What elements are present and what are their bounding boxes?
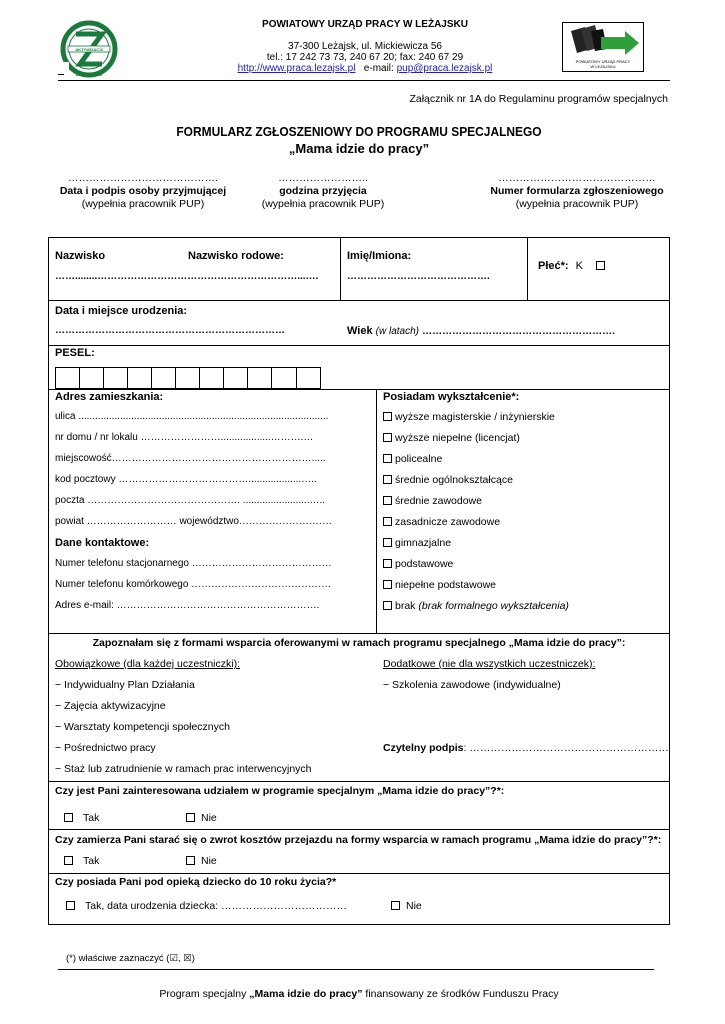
pesel-boxes[interactable] xyxy=(55,367,321,389)
education-option-label: podstawowe xyxy=(395,558,454,570)
sig2-label: godzina przyjęcia xyxy=(279,185,367,197)
checkbox-icon[interactable] xyxy=(383,475,392,484)
question-3: Czy posiada Pani pod opieką dziecko do 10 roku życia?* xyxy=(55,876,337,888)
pup-logo-icon xyxy=(563,23,643,59)
district-field[interactable]: powiat ……………………… województwo………………………. xyxy=(55,516,332,527)
office-contact xyxy=(180,63,550,74)
education-option-label: zasadnicze zawodowe xyxy=(395,516,501,528)
q3-no-label: Nie xyxy=(406,900,422,912)
line-after-birth xyxy=(48,345,670,346)
education-option-label: średnie ogólnokształcące xyxy=(395,474,513,486)
age-note: (w latach) xyxy=(375,326,419,337)
checkbox-icon[interactable] xyxy=(383,538,392,547)
postal-field[interactable]: kod pocztowy …………………………………...................….. xyxy=(55,474,317,485)
mandatory-heading: Obowiązkowe (dla każdej uczestniczki): xyxy=(55,658,240,670)
first-name-field[interactable]: ……………………………………. xyxy=(347,271,490,282)
pesel-divider-8 xyxy=(247,367,248,389)
age-label: Wiek xyxy=(347,325,373,337)
pesel-divider-4 xyxy=(151,367,152,389)
sig3-note: (wypełnia pracownik PUP) xyxy=(515,198,639,210)
footer xyxy=(48,988,670,1000)
mandatory-item: − Indywidualny Plan Działania xyxy=(55,679,195,691)
sig2-note: (wypełnia pracownik PUP) xyxy=(261,198,385,210)
question-2: Czy zamierza Pani starać się o zwrot kosztów przejazdu na formy wsparcia w ramach programu „Mama idzie do pracy”?*: xyxy=(55,834,662,846)
header-text xyxy=(180,19,550,74)
mandatory-item: − Zajęcia aktywizacyjne xyxy=(55,700,166,712)
education-option[interactable] xyxy=(383,495,482,507)
signature-time xyxy=(248,172,398,211)
office-address: 37-300 Leżajsk, ul. Mickiewicza 56 xyxy=(288,41,442,52)
education-option[interactable] xyxy=(383,453,442,465)
q3-yes-label: Tak, data urodzenia dziecka: ……………………………… xyxy=(85,900,347,912)
q1-yes[interactable] xyxy=(64,812,99,824)
education-option[interactable] xyxy=(383,537,451,549)
left-logo-mid-text: AKTYWIZACJI xyxy=(75,47,103,52)
email-link[interactable]: pup@praca.lezajsk.pl xyxy=(396,63,493,74)
left-logo-bottom-text: ZAWODOWEJ xyxy=(75,72,103,77)
gender-value: K xyxy=(575,260,583,272)
education-option[interactable] xyxy=(383,411,555,423)
sig1-dots: ……………………………………. xyxy=(68,172,218,184)
education-option[interactable] xyxy=(383,432,520,444)
q2-yes[interactable] xyxy=(64,855,99,867)
education-option[interactable] xyxy=(383,516,500,528)
vline-name-split xyxy=(340,237,341,301)
office-name: POWIATOWY URZĄD PRACY W LEŻAJSKU xyxy=(262,19,468,30)
pesel-divider-1 xyxy=(79,367,80,389)
pesel-divider-7 xyxy=(223,367,224,389)
surname-label: Nazwisko xyxy=(55,250,106,262)
mandatory-item: − Pośrednictwo pracy xyxy=(55,742,156,754)
q3-no[interactable] xyxy=(391,900,422,912)
footer-prefix: Program specjalny xyxy=(159,988,250,1000)
pesel-divider-3 xyxy=(127,367,128,389)
education-heading: Posiadam wykształcenie*: xyxy=(383,391,520,403)
pesel-label: PESEL: xyxy=(55,347,95,359)
checkbox-icon[interactable] xyxy=(383,517,392,526)
family-name-label: Nazwisko rodowe: xyxy=(188,250,284,262)
education-option[interactable] xyxy=(383,579,496,591)
q1-yes-label: Tak xyxy=(83,812,100,824)
checkbox-icon[interactable] xyxy=(64,813,73,822)
education-option[interactable] xyxy=(383,474,513,486)
first-name-label: Imię/Imiona: xyxy=(347,250,412,262)
question-1: Czy jest Pani zainteresowana udziałem w programie specjalnym „Mama idzie do pracy”?*: xyxy=(55,785,505,797)
q2-no-label: Nie xyxy=(201,855,217,867)
right-logo-text-2: W LEŻAJSKU xyxy=(590,64,616,69)
website-link[interactable]: http://www.praca.lezajsk.pl xyxy=(237,63,356,74)
signature-number xyxy=(482,172,672,211)
checkbox-icon[interactable] xyxy=(383,412,392,421)
checkbox-icon[interactable] xyxy=(186,813,195,822)
right-logo-text-1: POWIATOWY URZĄD PRACY xyxy=(575,59,631,64)
education-option-label: policealne xyxy=(395,453,443,465)
line-after-pesel xyxy=(48,389,670,390)
education-option[interactable] xyxy=(383,558,453,570)
checkbox-icon[interactable] xyxy=(383,433,392,442)
education-option-label: wyższe niepełne (licencjat) xyxy=(395,432,520,444)
mandatory-item: − Staż lub zatrudnienie w ramach prac interwencyjnych xyxy=(55,763,312,775)
vline-gender-split xyxy=(527,237,528,301)
footer-rule xyxy=(58,969,654,970)
vline-address-split xyxy=(376,389,377,634)
education-option-none[interactable] xyxy=(383,600,569,612)
line-after-support xyxy=(48,781,670,782)
city-field[interactable]: miejscowość……………………………………………………..... xyxy=(55,453,326,464)
sig3-label: Numer formularza zgłoszeniowego xyxy=(490,185,664,197)
pesel-divider-10 xyxy=(296,367,297,389)
birth-label: Data i miejsce urodzenia: xyxy=(55,305,188,317)
q3-yes[interactable] xyxy=(66,900,347,912)
additional-heading: Dodatkowe (nie dla wszystkich uczestniczek): xyxy=(383,658,596,670)
checkbox-icon[interactable] xyxy=(383,496,392,505)
age-group xyxy=(347,325,615,337)
checkbox-icon[interactable] xyxy=(383,601,392,610)
education-none-label: brak xyxy=(395,600,416,612)
checkbox-icon[interactable] xyxy=(66,901,75,910)
checkbox-icon[interactable] xyxy=(391,901,400,910)
line-after-address xyxy=(48,633,670,634)
surname-field[interactable]: ……........……………………………………………………...…. xyxy=(55,271,319,282)
line-after-q2 xyxy=(48,873,670,874)
education-none-note: (brak formalnego wykształcenia) xyxy=(418,600,569,612)
gender-group xyxy=(538,260,608,272)
address-heading: Adres zamieszkania: xyxy=(55,391,164,403)
additional-item: − Szkolenia zawodowe (indywidualne) xyxy=(383,679,561,691)
q2-yes-label: Tak xyxy=(83,855,100,867)
checkbox-icon[interactable] xyxy=(186,856,195,865)
line-after-q1 xyxy=(48,829,670,830)
age-field[interactable]: …………………………………………………. xyxy=(422,326,615,337)
house-field[interactable]: nr domu / nr lokalu ……………………..................……….… xyxy=(55,432,314,443)
education-option-label: średnie zawodowe xyxy=(395,495,482,507)
mandatory-item: − Warsztaty kompetencji społecznych xyxy=(55,721,230,733)
sig2-dots: …………………….. xyxy=(278,172,368,184)
attachment-note: Załącznik nr 1A do Regulaminu programów specjalnych xyxy=(409,93,668,105)
gender-label: Płeć*: xyxy=(538,260,569,272)
support-signature[interactable] xyxy=(383,742,669,754)
birth-field[interactable]: …………………………………………………………… xyxy=(55,325,285,336)
checkbox-icon[interactable] xyxy=(64,856,73,865)
pesel-divider-2 xyxy=(103,367,104,389)
email-field[interactable]: Adres e-mail: ……………………………………………………. xyxy=(55,600,320,611)
signature-dots: : ………………………………………………… xyxy=(463,742,669,754)
sig1-label: Data i podpis osoby przyjmującej xyxy=(59,185,227,197)
street-field[interactable]: ulica .......................................................................................... xyxy=(55,411,329,422)
footnote: (*) właściwe zaznaczyć (☑, ☒) xyxy=(66,953,195,964)
q2-no[interactable] xyxy=(186,855,217,867)
education-option-label: niepełne podstawowe xyxy=(395,579,496,591)
q1-no[interactable] xyxy=(186,812,217,824)
sig1-note: (wypełnia pracownik PUP) xyxy=(81,198,205,210)
sig3-dots: ……………………………………… xyxy=(498,172,656,184)
pesel-divider-5 xyxy=(175,367,176,389)
q1-no-label: Nie xyxy=(201,812,217,824)
checkbox-icon[interactable] xyxy=(383,454,392,463)
education-option-label: gimnazjalne xyxy=(395,537,452,549)
landline-field[interactable]: Numer telefonu stacjonarnego …………………………………… xyxy=(55,558,332,569)
contact-heading: Dane kontaktowe: xyxy=(55,537,150,549)
office-phones: tel.: 17 242 73 73, 240 67 20; fax: 240 67 29 xyxy=(266,52,464,63)
signature-receiver xyxy=(48,172,238,211)
education-option-label: wyższe magisterskie / inżynierskie xyxy=(395,411,555,423)
form-subtitle: „Mama idzie do pracy” xyxy=(288,141,430,156)
checkbox-icon[interactable] xyxy=(383,580,392,589)
header-rule xyxy=(58,80,670,81)
right-logo xyxy=(562,22,644,72)
signature-label: Czytelny podpis xyxy=(383,742,464,754)
pesel-divider-6 xyxy=(199,367,200,389)
post-office-field[interactable]: poczta ………………………………………. ........................….. xyxy=(55,495,326,506)
checkbox-icon[interactable] xyxy=(383,559,392,568)
email-label: e-mail: xyxy=(363,63,394,74)
form-title: FORMULARZ ZGŁOSZENIOWY DO PROGRAMU SPECJALNEGO xyxy=(176,124,542,139)
support-heading: Zapoznałam się z formami wsparcia oferowanymi w ramach programu specjalnego „Mama idzie do pracy”: xyxy=(92,637,626,649)
left-logo-underline xyxy=(58,74,64,75)
line-after-names xyxy=(48,300,670,301)
footer-suffix: finansowany ze środków Funduszu Pracy xyxy=(362,988,559,1000)
left-logo xyxy=(58,20,120,78)
footer-program-name: „Mama idzie do pracy” xyxy=(249,988,363,1000)
pesel-divider-9 xyxy=(271,367,272,389)
mobile-field[interactable]: Numer telefonu komórkowego …………………………………… xyxy=(55,579,332,590)
left-logo-top-text: CENTRUM xyxy=(79,20,99,25)
gender-checkbox[interactable] xyxy=(596,261,605,270)
